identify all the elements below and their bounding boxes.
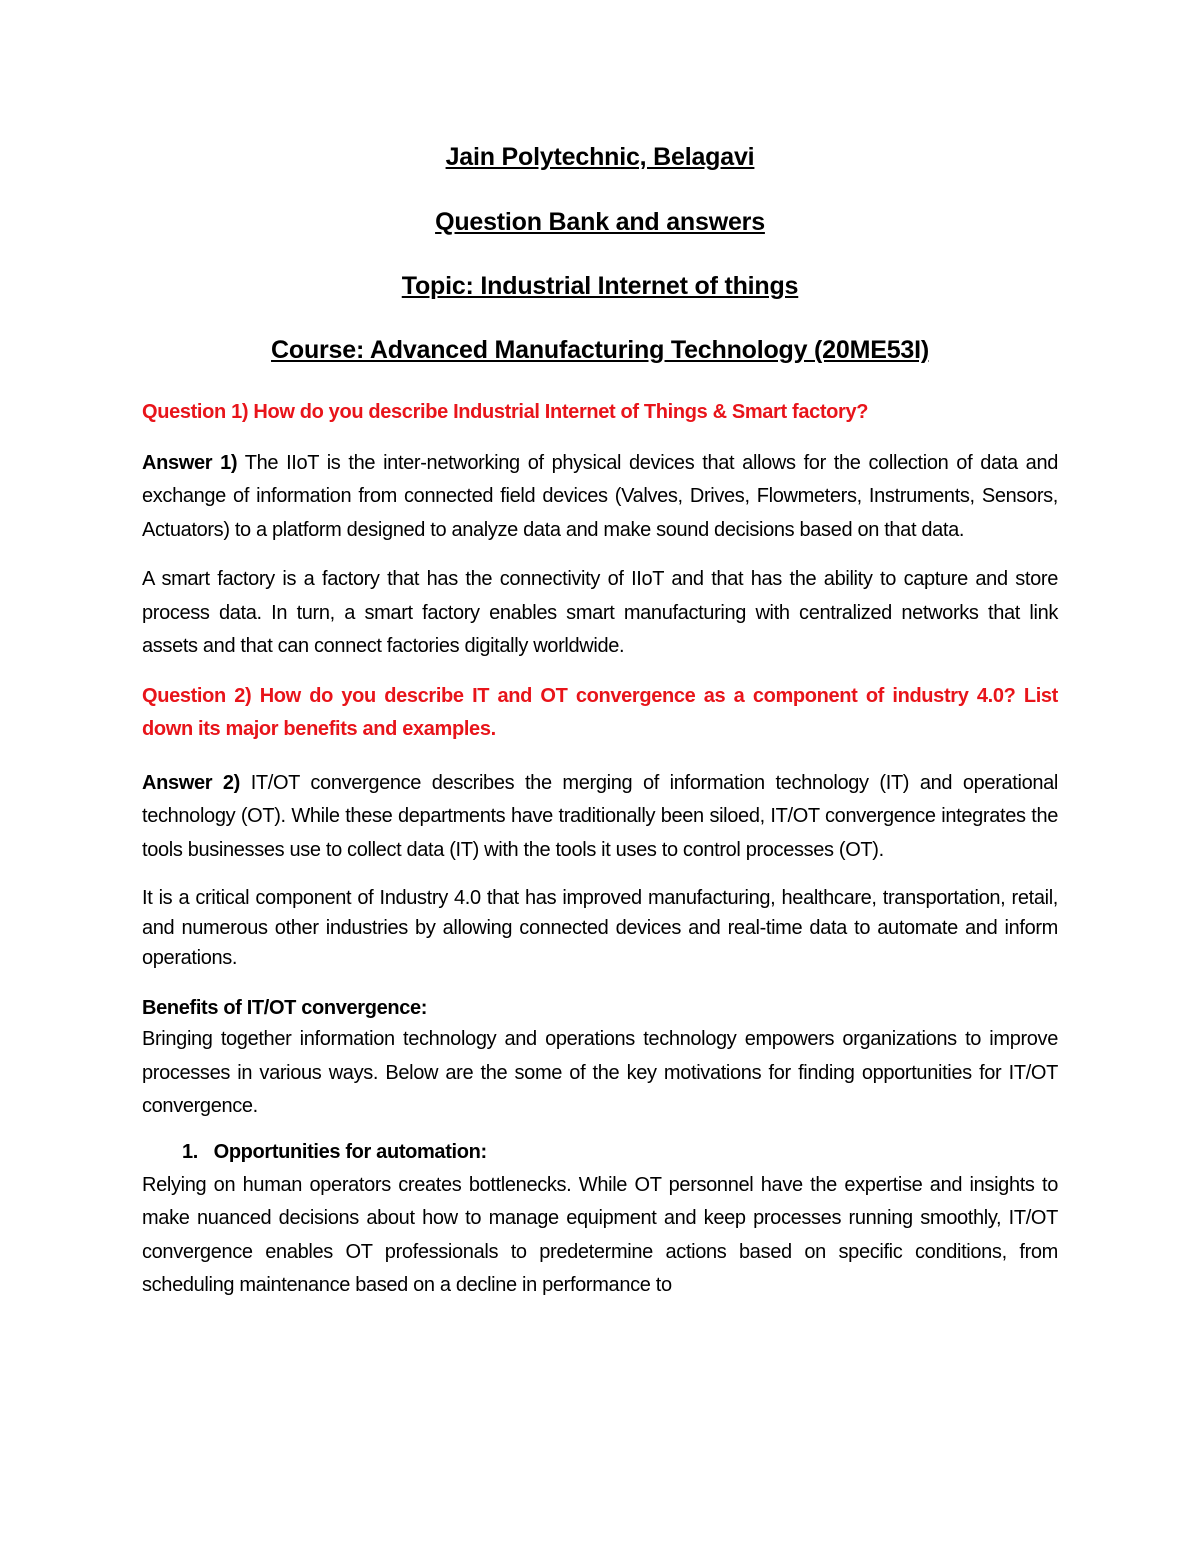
list-item-1-number: 1. xyxy=(182,1140,198,1163)
course-title: Course: Advanced Manufacturing Technology (20ME53I) xyxy=(271,336,929,364)
document-body xyxy=(142,396,1058,1303)
answer-1-paragraph-2: A smart factory is a factory that has the connectivity of IIoT and that has the ability to capture and store process data. In turn, a smart factory enables smart manufacturing with centralized networks that link assets and that can connect factories digitally worldwide. xyxy=(142,568,1058,657)
answer-2-paragraph-1 xyxy=(142,767,1058,868)
topic-title: Topic: Industrial Internet of things xyxy=(401,272,799,300)
answer-2-text: IT/OT convergence describes the merging of information technology (IT) and operational technology (OT). While these departments have traditionally been siloed, IT/OT convergence integrates the tools businesses use to collect data (IT) with the tools it uses to control processes (OT). xyxy=(142,771,1058,861)
benefits-paragraph: Bringing together information technology and operations technology empowers organizations to improve processes in various ways. Below are the some of the key motivations for finding opportunities for IT/OT convergence. xyxy=(142,1028,1058,1117)
document-title: Question Bank and answers xyxy=(435,208,765,236)
answer-2-paragraph-2: It is a critical component of Industry 4.0 that has improved manufacturing, healthcare, transportation, retail, and numerous other industries by allowing connected devices and real-time data to automate and inform operations. xyxy=(142,887,1058,969)
benefits-heading: Benefits of IT/OT convergence: xyxy=(142,997,428,1019)
answer-1-paragraph-1 xyxy=(142,447,1058,548)
question-1: Question 1) How do you describe Industrial Internet of Things & Smart factory? xyxy=(142,401,869,423)
list-item-1-title: Opportunities for automation: xyxy=(213,1140,487,1163)
list-item-1-heading xyxy=(182,1136,1058,1169)
question-2: Question 2) How do you describe IT and OT convergence as a component of industry 4.0? List down its major benefits and examples. xyxy=(142,684,1058,740)
answer-2-label: Answer 2) xyxy=(142,771,240,794)
answer-1-text: The IIoT is the inter-networking of physical devices that allows for the collection of data and exchange of information from connected field devices (Valves, Drives, Flowmeters, Instruments, Sensors, Actuators) to a platform designed to analyze data and make sound decisions based on that data. xyxy=(142,451,1058,541)
list-item-1-text: Relying on human operators creates bottlenecks. While OT personnel have the expertise and insights to make nuanced decisions about how to manage equipment and keep processes running smoothly, IT/OT convergence enables OT professionals to predetermine actions based on specific conditions, from scheduling maintenance based on a decline in performance to xyxy=(142,1173,1058,1296)
institution-title: Jain Polytechnic, Belagavi xyxy=(445,143,755,171)
answer-1-label: Answer 1) xyxy=(142,451,238,474)
